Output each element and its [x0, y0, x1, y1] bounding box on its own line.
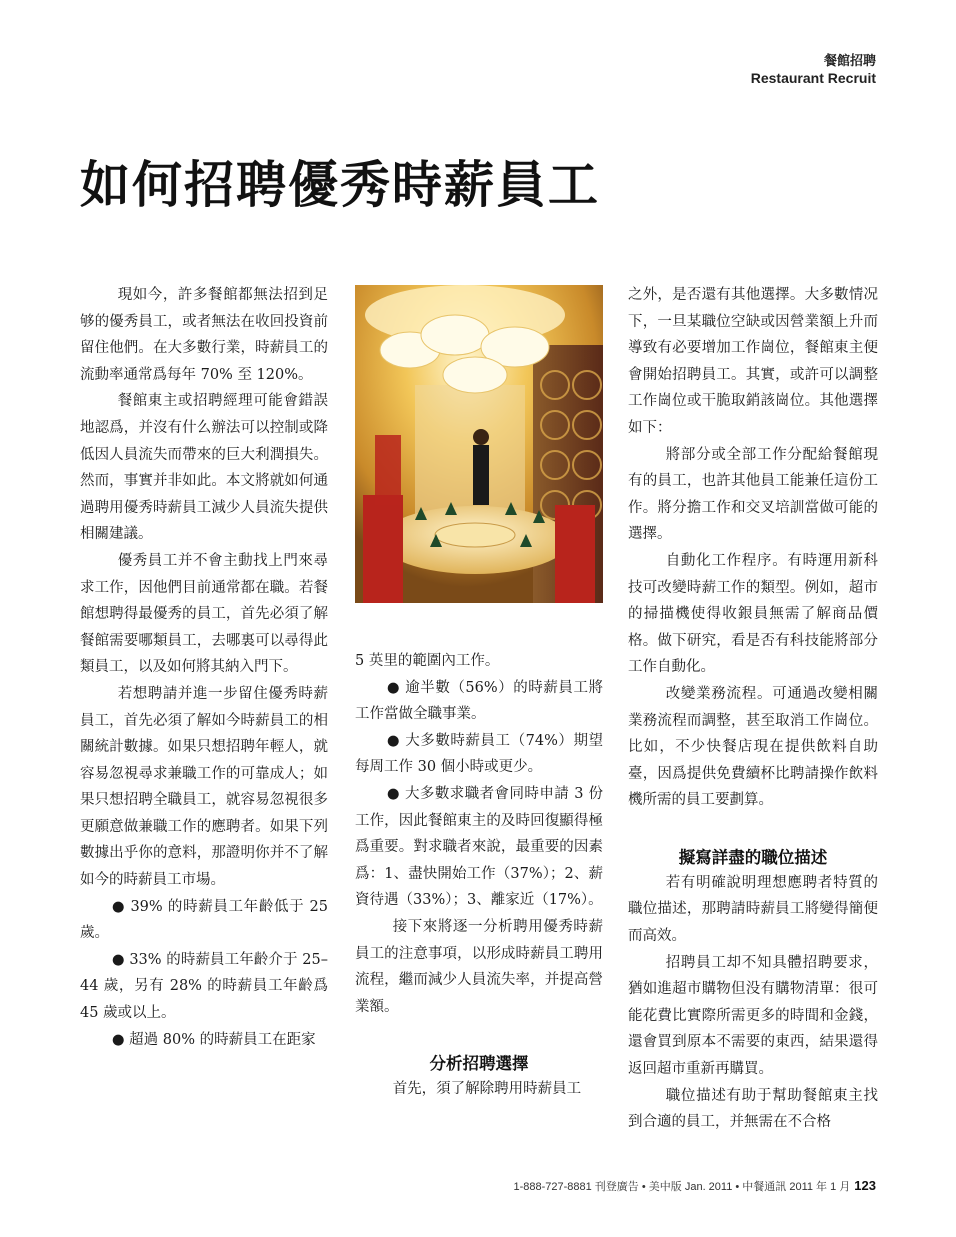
article-column-1	[80, 282, 328, 1053]
paragraph: 職位描述有助于幫助餐館東主找到合適的員工，并無需在不合格	[628, 1087, 878, 1131]
bullet-item: ● 33% 的時薪員工年齡介于 25–44 歲，另有 28% 的時薪員工年齡爲 45 歲或以上。	[80, 951, 328, 1022]
restaurant-dining-room-photo	[355, 285, 603, 603]
section-label-zh: 餐館招聘	[823, 54, 876, 69]
paragraph: 若想聘請并進一步留住優秀時薪員工，首先必須了解如今時薪員工的相關統計數據。如果只想招聘年輕人，就容易忽視尋求兼職工作的可靠成人；如果只想招聘全職員工，就容易忽視很多更願意做兼職工作的應聘者。如果下列數據出乎你的意料，那證明你并不了解如今的時薪員工市場。	[80, 685, 328, 889]
bullet-item: ● 大多數時薪員工（74%）期望每周工作 30 個小時或更少。	[355, 732, 603, 776]
paragraph: 接下來將逐一分析聘用優秀時薪員工的注意事項，以形成時薪員工聘用流程，繼而減少人員流失率，并提高營業額。	[355, 918, 603, 1015]
bullet-item: ● 39% 的時薪員工年齡低于 25 歲。	[80, 898, 328, 942]
paragraph: 將部分或全部工作分配給餐館現有的員工，也許其他員工能兼任這份工作。將分擔工作和交叉培訓當做可能的選擇。	[628, 446, 878, 543]
footer-text: 1-888-727-8881 刊登廣告 • 美中版 Jan. 2011 • 中餐通訊 2011 年 1 月	[513, 1181, 851, 1193]
subheading-hiring-options: 分析招聘選擇	[429, 1054, 529, 1074]
paragraph: 若有明確說明理想應聘者特質的職位描述，那聘請時薪員工將變得簡便而高效。	[628, 874, 878, 945]
section-label-en: Restaurant Recruit	[750, 70, 876, 86]
page-number: 123	[854, 1178, 876, 1193]
article-column-3	[628, 282, 878, 1136]
paragraph: 之外，是否還有其他選擇。大多數情况下，一旦某職位空缺或因營業額上升而導致有必要增加工作崗位，餐館東主便會開始招聘員工。其實，或許可以調整工作崗位或干脆取銷該崗位。其他選擇如下：	[628, 287, 878, 436]
paragraph: 餐館東主或招聘經理可能會錯誤地認爲，并沒有什么辦法可以控制或降低因人員流失而帶來的巨大利潤損失。然而，事實并非如此。本文將就如何通過聘用優秀時薪員工減少人員流失提供相關建議。	[80, 393, 328, 543]
page-footer	[513, 1178, 876, 1194]
article-title: 如何招聘優秀時薪員工	[80, 155, 600, 214]
bullet-item: ● 大多數求職者會同時申請 3 份工作，因此餐館東主的及時回復顯得極爲重要。對求職者來說，最重要的因素爲：1、盡快開始工作（37%）；2、薪資待遇（33%）；3、離家近（17%）。	[355, 785, 603, 909]
paragraph: 改變業務流程。可通過改變相關業務流程而調整，甚至取消工作崗位。比如，不少快餐店現在提供飲料自助臺，因爲提供免費續杯比聘請操作飲料機所需的員工要劃算。	[628, 685, 878, 809]
paragraph: 優秀員工并不會主動找上門來尋求工作，因他們目前通常都在職。若餐館想聘得最優秀的員工，首先必須了解餐館需要哪類員工，去哪裏可以尋得此類員工，以及如何將其納入門下。	[80, 552, 328, 676]
dining-room-illustration	[355, 285, 603, 603]
paragraph: 招聘員工却不知具體招聘要求，猶如進超市購物但没有購物清單：很可能花費比實際所需更多的時間和金錢，還會買到原本不需要的東西，結果還得返回超市重新再購買。	[628, 954, 878, 1078]
paragraph: 自動化工作程序。有時運用新科技可改變時薪工作的類型。例如，超市的掃描機使得收銀員無需了解商品價格。做下研究，看是否有科技能將部分工作自動化。	[628, 552, 878, 676]
paragraph: 現如今，許多餐館都無法招到足够的優秀員工，或者無法在收回投資前留住他們。在大多數行業，時薪員工的流動率通常爲每年 70% 至 120%。	[80, 287, 328, 383]
bullet-item: ● 超過 80% 的時薪員工在距家	[111, 1031, 316, 1048]
bullet-item: ● 逾半數（56%）的時薪員工將工作當做全職事業。	[355, 679, 603, 723]
subheading-job-description: 擬寫詳盡的職位描述	[678, 847, 828, 867]
paragraph: 5 英里的範圍內工作。	[355, 653, 500, 669]
article-column-2	[355, 648, 603, 1103]
paragraph: 首先，須了解除聘用時薪員工	[392, 1081, 582, 1098]
